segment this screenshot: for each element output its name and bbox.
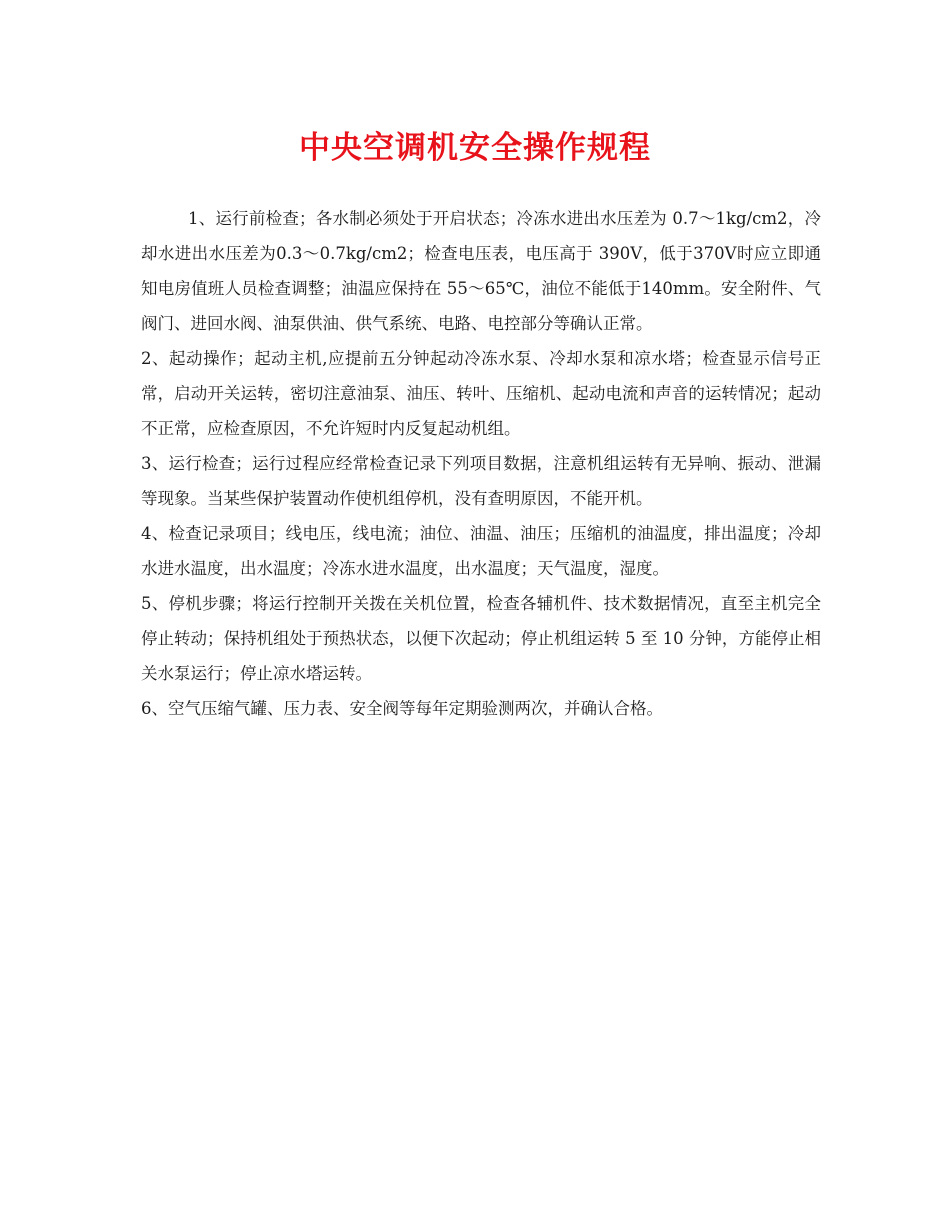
- paragraph-pre-operation-check: 1、运行前检查；各水制必须处于开启状态；冷冻水进出水压差为 0.7～1kg/cm2，冷却水进出水压差为0.3～0.7kg/cm2；检查电压表，电压高于 390V，低于370V时应立即通知电房值班人员检查调整；油温应保持在 55～65℃，油位不能低于140mm。安全附件、气阀门、进回水阀、油泵供油、供气系统、电路、电控部分等确认正常。: [141, 209, 821, 333]
- paragraph-annual-inspection: 6、空气压缩气罐、压力表、安全阀等每年定期验测两次，并确认合格。: [141, 699, 663, 718]
- document-body: [141, 201, 821, 726]
- paragraph-shutdown-steps: 5、停机步骤；将运行控制开关拨在关机位置，检查各辅机件、技术数据情况，直至主机完全停止转动；保持机组处于预热状态，以便下次起动；停止机组运转 5 至 10 分钟，方能停止相关水泵运行；停止凉水塔运转。: [141, 594, 821, 683]
- paragraph-startup-operation: 2、起动操作；起动主机,应提前五分钟起动冷冻水泵、冷却水泵和凉水塔；检查显示信号正常，启动开关运转，密切注意油泵、油压、转叶、压缩机、起动电流和声音的运转情况；起动不正常，应检查原因，不允许短时内反复起动机组。: [141, 349, 821, 438]
- paragraph-running-check: 3、运行检查；运行过程应经常检查记录下列项目数据，注意机组运转有无异响、振动、泄漏等现象。当某些保护装置动作使机组停机，没有查明原因，不能开机。: [141, 454, 821, 508]
- paragraph-record-items: 4、检查记录项目；线电压，线电流；油位、油温、油压；压缩机的油温度，排出温度；冷却水进水温度，出水温度；冷冻水进水温度，出水温度；天气温度，湿度。: [141, 524, 821, 578]
- document-title: 中央空调机安全操作规程: [299, 130, 651, 166]
